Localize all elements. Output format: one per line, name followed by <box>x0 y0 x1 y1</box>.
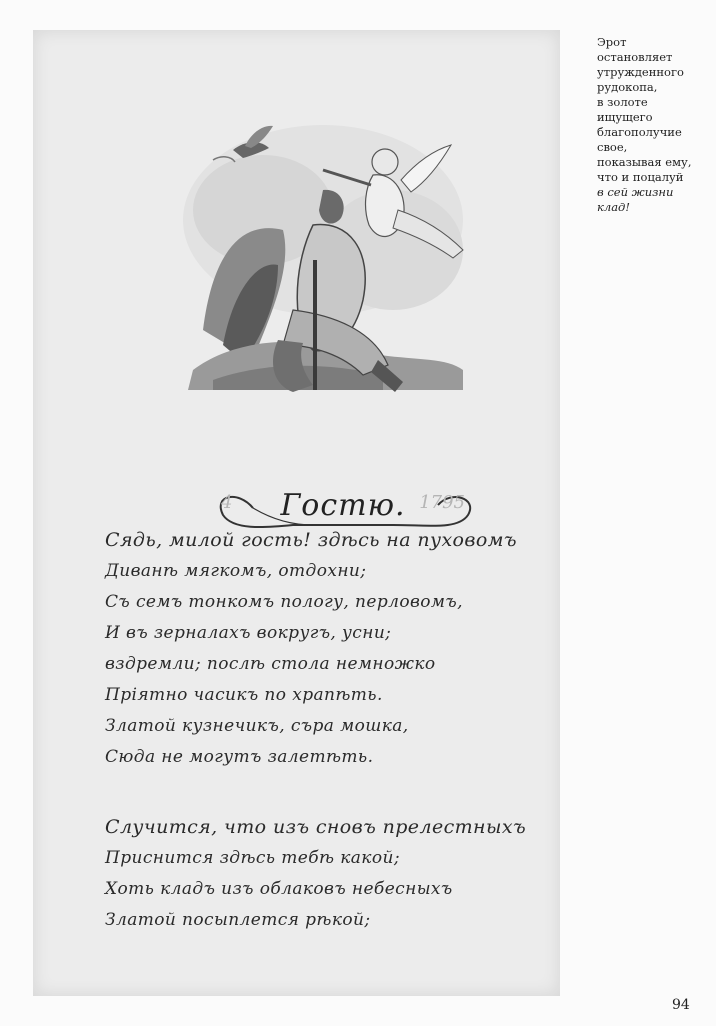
manuscript-page <box>33 30 560 996</box>
caption-line: рудокопа, <box>597 80 658 94</box>
poem-line: Златой кузнечикъ, съра мошка, <box>105 716 409 736</box>
caption-line: в золоте <box>597 95 648 109</box>
poem-line: Приснится здѣсь тебѣ какой; <box>105 848 400 868</box>
caption-line: благополучие <box>597 125 682 139</box>
illustration-caption <box>597 35 709 215</box>
caption-line: что и поцалуй <box>597 170 684 184</box>
poem-title: Гостю. <box>280 488 406 523</box>
poem-stanza-2 <box>105 812 575 936</box>
caption-line: ищущего <box>597 110 653 124</box>
poem-line: вздремли; послѣ стола немножко <box>105 654 436 674</box>
caption-line: остановляет <box>597 50 673 64</box>
title-note-left: 4 <box>221 492 233 513</box>
caption-line: свое, <box>597 140 628 154</box>
poem-line: И въ зерналахъ вокругъ, усни; <box>105 623 392 643</box>
caption-line-italic: в сей жизни <box>597 185 674 199</box>
engraving-illustration <box>173 100 473 400</box>
title-note-right: 1795 <box>419 492 465 513</box>
poem-line: Хоть кладъ изъ облаковъ небесныхъ <box>105 879 453 899</box>
poem-line: Съ семъ тонкомъ пологу, перловомъ, <box>105 592 463 612</box>
poem-line: Златой посыплется рѣкой; <box>105 910 371 930</box>
page-number: 94 <box>672 997 690 1013</box>
caption-line: Эрот <box>597 35 627 49</box>
poem-line: Случится, что изъ сновъ прелестныхъ <box>105 816 527 838</box>
caption-line: утружденного <box>597 65 684 79</box>
poem-line: Диванѣ мягкомъ, отдохни; <box>105 561 367 581</box>
poem-line: Сюда не могутъ залетѣть. <box>105 747 374 767</box>
caption-line: показывая ему, <box>597 155 692 169</box>
poem-line: Сядь, милой гость! здѣсь на пуховомъ <box>105 529 517 551</box>
poem-line: Пріятно часикъ по храпѣть. <box>105 685 383 705</box>
caption-line-italic: клад! <box>597 200 630 214</box>
poem-stanza-1 <box>105 525 575 773</box>
